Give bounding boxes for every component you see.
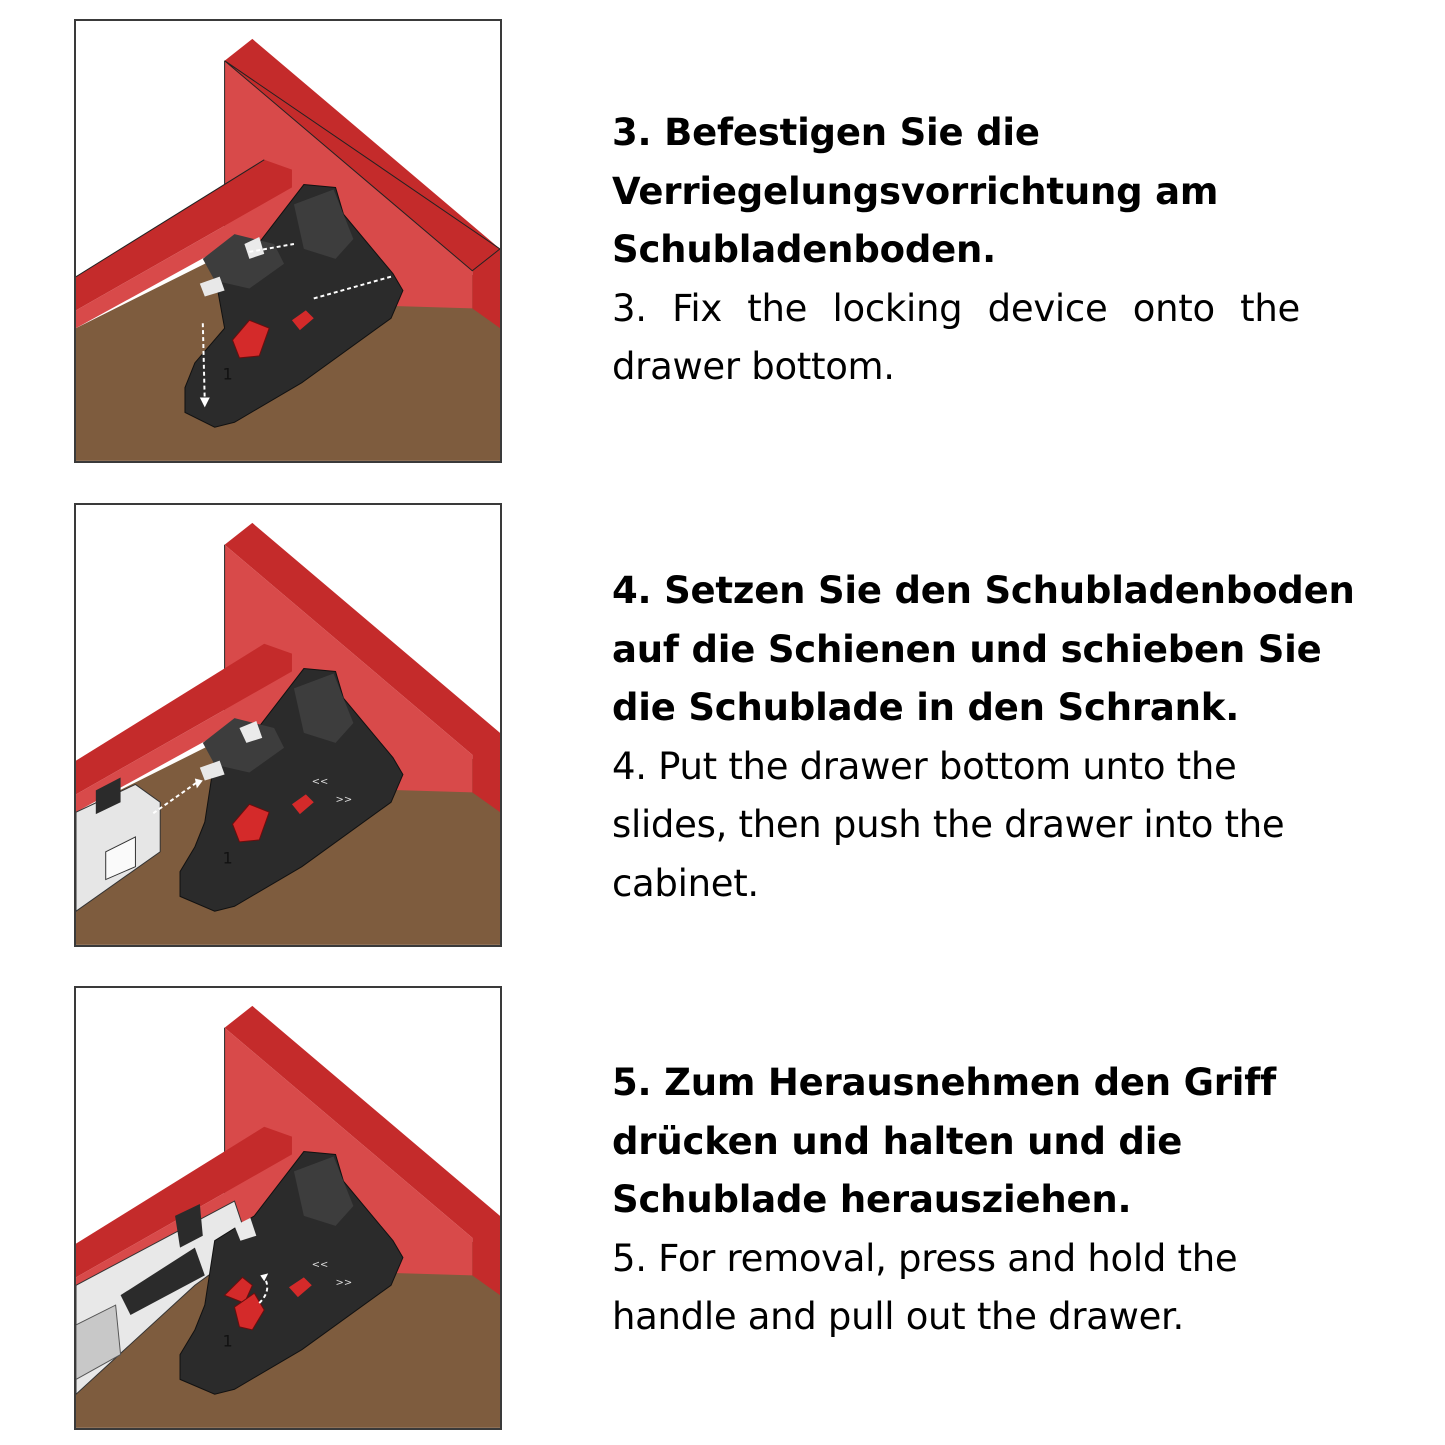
- step-3-illustration: [74, 19, 502, 463]
- step-4-de-line-2: auf die Schienen und schieben Sie: [612, 627, 1322, 671]
- svg-text:1: 1: [222, 1331, 233, 1351]
- step-4-en-line-3: cabinet.: [612, 861, 759, 905]
- drawer-corner-illustration: [76, 21, 500, 461]
- step-5-text: [612, 1054, 1392, 1347]
- step-4-de-line-1: 4. Setzen Sie den Schubladenboden: [612, 569, 1355, 612]
- svg-text:1: 1: [222, 848, 233, 868]
- step-3-de-line-2: Verriegelungsvorrichtung am: [612, 169, 1219, 213]
- step-3-en-line-2: drawer bottom.: [612, 345, 895, 388]
- svg-text:1: 1: [222, 364, 233, 384]
- step-3-text: [612, 104, 1392, 397]
- svg-text:<<: <<: [311, 776, 329, 788]
- step-5-de-line-1: 5. Zum Herausnehmen den Griff: [612, 1061, 1277, 1104]
- step-4-de-line-3: die Schublade in den Schrank.: [612, 686, 1240, 729]
- step-5-en-line-1: 5. For removal, press and hold the: [612, 1236, 1238, 1280]
- drawer-corner-illustration: [76, 505, 500, 945]
- svg-text:<<: <<: [311, 1259, 329, 1271]
- svg-text:>>: >>: [335, 794, 353, 806]
- step-3-de-line-1: 3. Befestigen Sie die: [612, 111, 1040, 154]
- step-3-de-line-3: Schubladenboden.: [612, 228, 996, 271]
- svg-text:>>: >>: [335, 1277, 353, 1289]
- step-4-en-line-2: slides, then push the drawer into the: [612, 803, 1285, 846]
- step-4-illustration: [74, 503, 502, 947]
- step-5-de-line-2: drücken und halten und die: [612, 1119, 1183, 1163]
- step-5-illustration: [74, 986, 502, 1430]
- step-3-en-line-1: 3. Fix the locking device onto the: [612, 286, 1300, 330]
- step-5-en-line-2: handle and pull out the drawer.: [612, 1295, 1185, 1338]
- step-4-en-line-1: 4. Put the drawer bottom unto the: [612, 744, 1237, 788]
- drawer-corner-illustration: [76, 988, 500, 1428]
- step-5-de-line-3: Schublade herausziehen.: [612, 1178, 1132, 1221]
- step-4-text: [612, 562, 1392, 913]
